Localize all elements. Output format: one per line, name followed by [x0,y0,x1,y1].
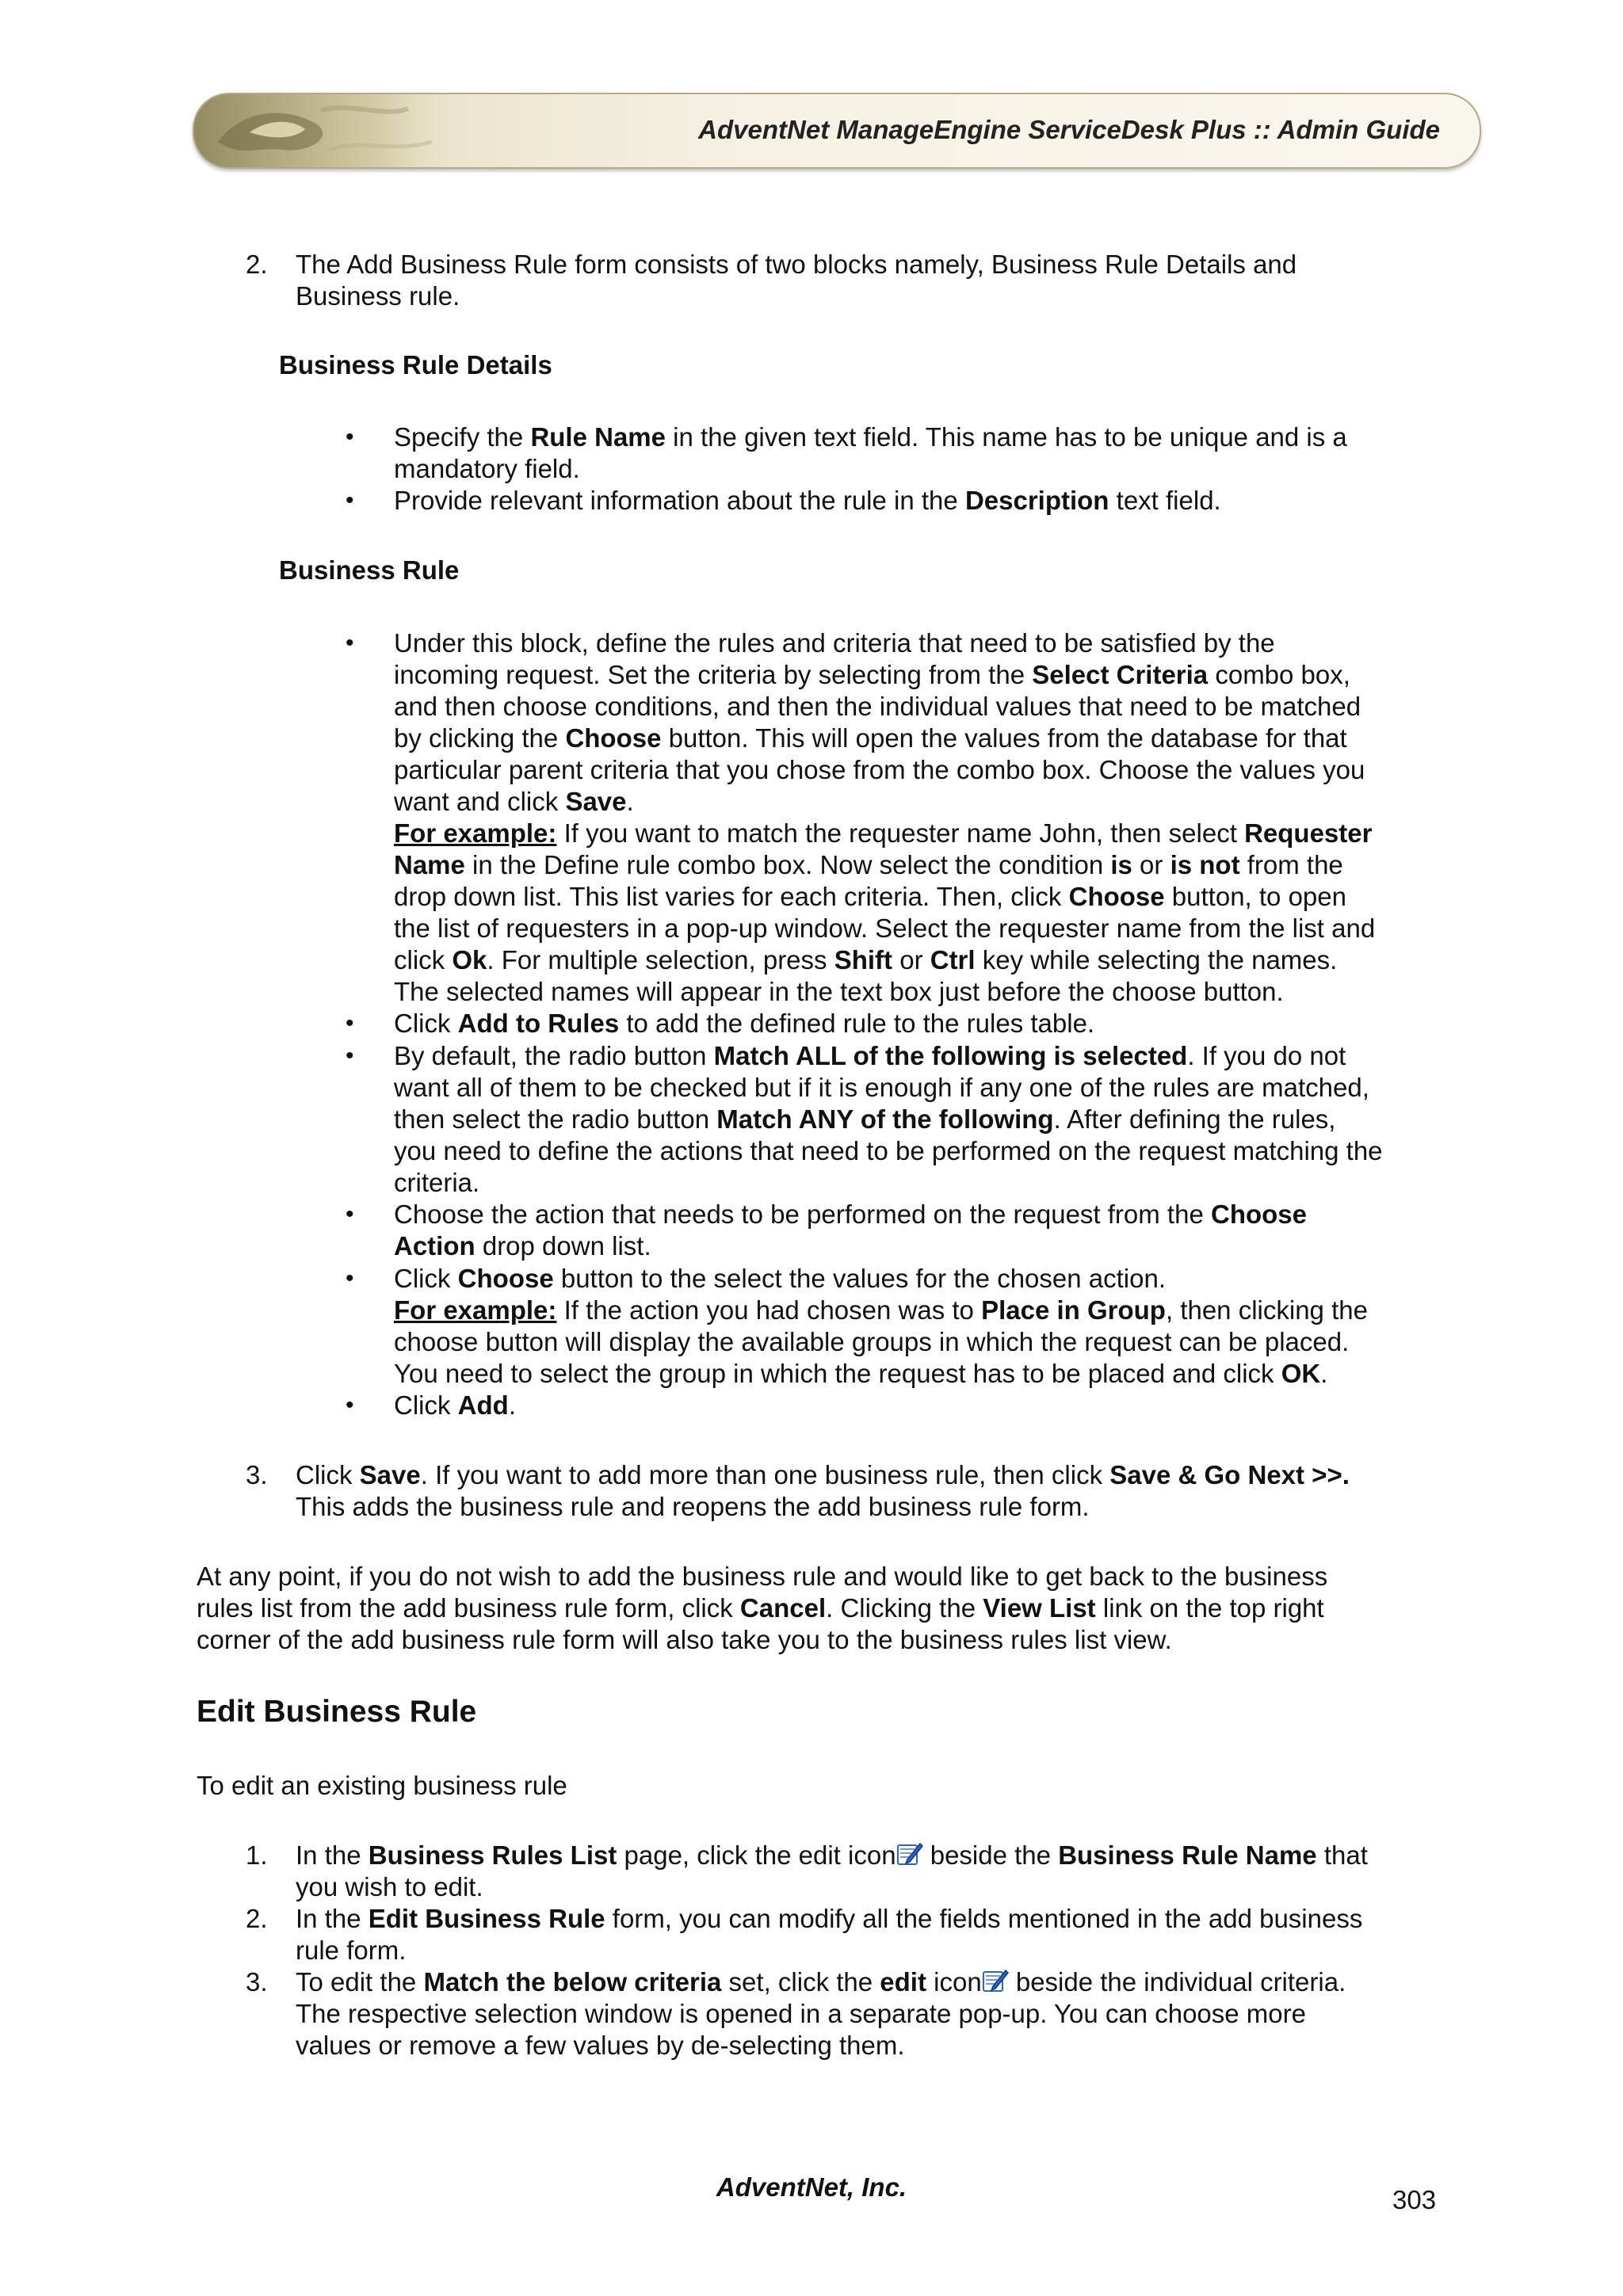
brd-bullet-2: Provide relevant information about the rule in the Description text field. [394,486,1221,515]
br-bullet-1-line-4: by clicking the Choose button. This will open the values from the database for that [394,723,1347,753]
bullet: • [346,1392,354,1418]
br-bullet-3-line-2: want all of them to be checked but if it is enough if any one of the rules are matched, [394,1073,1369,1102]
bullet: • [346,424,354,450]
br-bullet-1-line-7: For example: If you want to match the requester name John, then select Requester [394,818,1373,848]
cancel-paragraph-line-2: rules list from the add business rule form, click Cancel. Clicking the View List link on the top right [197,1593,1324,1623]
br-bullet-2: Click Add to Rules to add the defined rule to the rules table. [394,1009,1095,1038]
item-3-line-1: Click Save. If you want to add more than one business rule, then click Save & Go Next >>. [296,1460,1350,1489]
edit-business-rule-heading: Edit Business Rule [197,1695,477,1729]
edit-step-3-line-2: The respective selection window is opened in a separate pop-up. You can choose more [296,1999,1306,2028]
edit-icon [896,1840,923,1867]
br-bullet-3-line-1: By default, the radio button Match ALL of the following is selected. If you do not [394,1041,1346,1070]
br-bullet-1-line-6: want and click Save. [394,787,634,816]
br-bullet-5-line-4: You need to select the group in which the request has to be placed and click OK. [394,1359,1328,1388]
business-rule-heading: Business Rule [279,555,460,585]
edit-step-2-line-2: rule form. [296,1936,407,1965]
brd-bullet-1-line-1: Specify the Rule Name in the given text field. This name has to be unique and is a [394,422,1347,452]
footer-company: AdventNet, Inc. [716,2172,907,2202]
edit-icon [982,1967,1009,1994]
br-bullet-4-line-2: Action drop down list. [394,1231,651,1261]
brd-bullet-1-line-2: mandatory field. [394,454,580,483]
edit-step-1-line-2: you wish to edit. [296,1872,483,1901]
br-bullet-1-line-3: and then choose conditions, and then the individual values that need to be matched [394,692,1361,721]
br-bullet-5-line-2: For example: If the action you had chosen was to Place in Group, then clicking the [394,1295,1368,1325]
item-3-number: 3. [246,1460,268,1489]
item-2-number: 2. [246,250,268,279]
bullet: • [346,1201,354,1227]
item-3-line-2: This adds the business rule and reopens the add business rule form. [296,1492,1090,1521]
br-bullet-1-line-5: particular parent criteria that you chose from the combo box. Choose the values you [394,755,1365,784]
header-banner [193,93,1481,169]
bullet: • [346,630,354,656]
edit-step-3-line-1: To edit the Match the below criteria set, click the edit icon beside the individual criteria. [296,1967,1346,1997]
banner-texture-graphic [194,94,456,167]
edit-step-3-line-3: values or remove a few values by de-selecting them. [296,2031,905,2060]
br-bullet-1-line-8: Name in the Define rule combo box. Now select the condition is or is not from the [394,850,1343,879]
bullet: • [346,487,354,513]
cancel-paragraph-line-1: At any point, if you do not wish to add the business rule and would like to get back to the business [197,1562,1328,1591]
edit-step-2-number: 2. [246,1904,268,1933]
br-bullet-1-line-2: incoming request. Set the criteria by selecting from the Select Criteria combo box, [394,660,1350,689]
edit-step-3-number: 3. [246,1967,268,1997]
br-bullet-3-line-4: you need to define the actions that need to be performed on the request matching the [394,1136,1383,1165]
br-bullet-1-line-11: click Ok. For multiple selection, press Shift or Ctrl key while selecting the names. [394,945,1338,974]
item-2-line-1: The Add Business Rule form consists of two blocks namely, Business Rule Details and [296,250,1297,279]
br-bullet-5-line-3: choose button will display the available groups in which the request can be placed. [394,1327,1350,1356]
bullet: • [346,1043,354,1069]
br-bullet-5-line-1: Click Choose button to the select the values for the chosen action. [394,1264,1167,1293]
business-rule-details-heading: Business Rule Details [279,350,552,379]
br-bullet-3-line-3: then select the radio button Match ANY of the following. After defining the rules, [394,1104,1336,1134]
cancel-paragraph-line-3: corner of the add business rule form will also take you to the business rules list view. [197,1625,1172,1654]
edit-intro: To edit an existing business rule [197,1771,567,1800]
br-bullet-1-line-10: the list of requesters in a pop-up window. Select the requester name from the list and [394,913,1376,943]
br-bullet-1-line-1: Under this block, define the rules and criteria that need to be satisfied by the [394,628,1275,658]
edit-step-2-line-1: In the Edit Business Rule form, you can modify all the fields mentioned in the add business [296,1904,1363,1933]
guide-title: AdventNet ManageEngine ServiceDesk Plus :: Admin Guide [698,115,1440,144]
page-number: 303 [1392,2185,1437,2214]
bullet: • [346,1265,354,1291]
br-bullet-3-line-5: criteria. [394,1168,480,1197]
edit-step-1-line-1: In the Business Rules List page, click the edit icon beside the Business Rule Name that [296,1840,1368,1870]
br-bullet-1-line-12: The selected names will appear in the text box just before the choose button. [394,977,1284,1006]
br-bullet-1-line-9: drop down list. This list varies for each criteria. Then, click Choose button, to open [394,882,1346,911]
br-bullet-4-line-1: Choose the action that needs to be performed on the request from the Choose [394,1199,1307,1229]
item-2-line-2: Business rule. [296,281,460,311]
edit-step-1-number: 1. [246,1840,268,1870]
bullet: • [346,1010,354,1036]
br-bullet-6: Click Add. [394,1390,516,1420]
